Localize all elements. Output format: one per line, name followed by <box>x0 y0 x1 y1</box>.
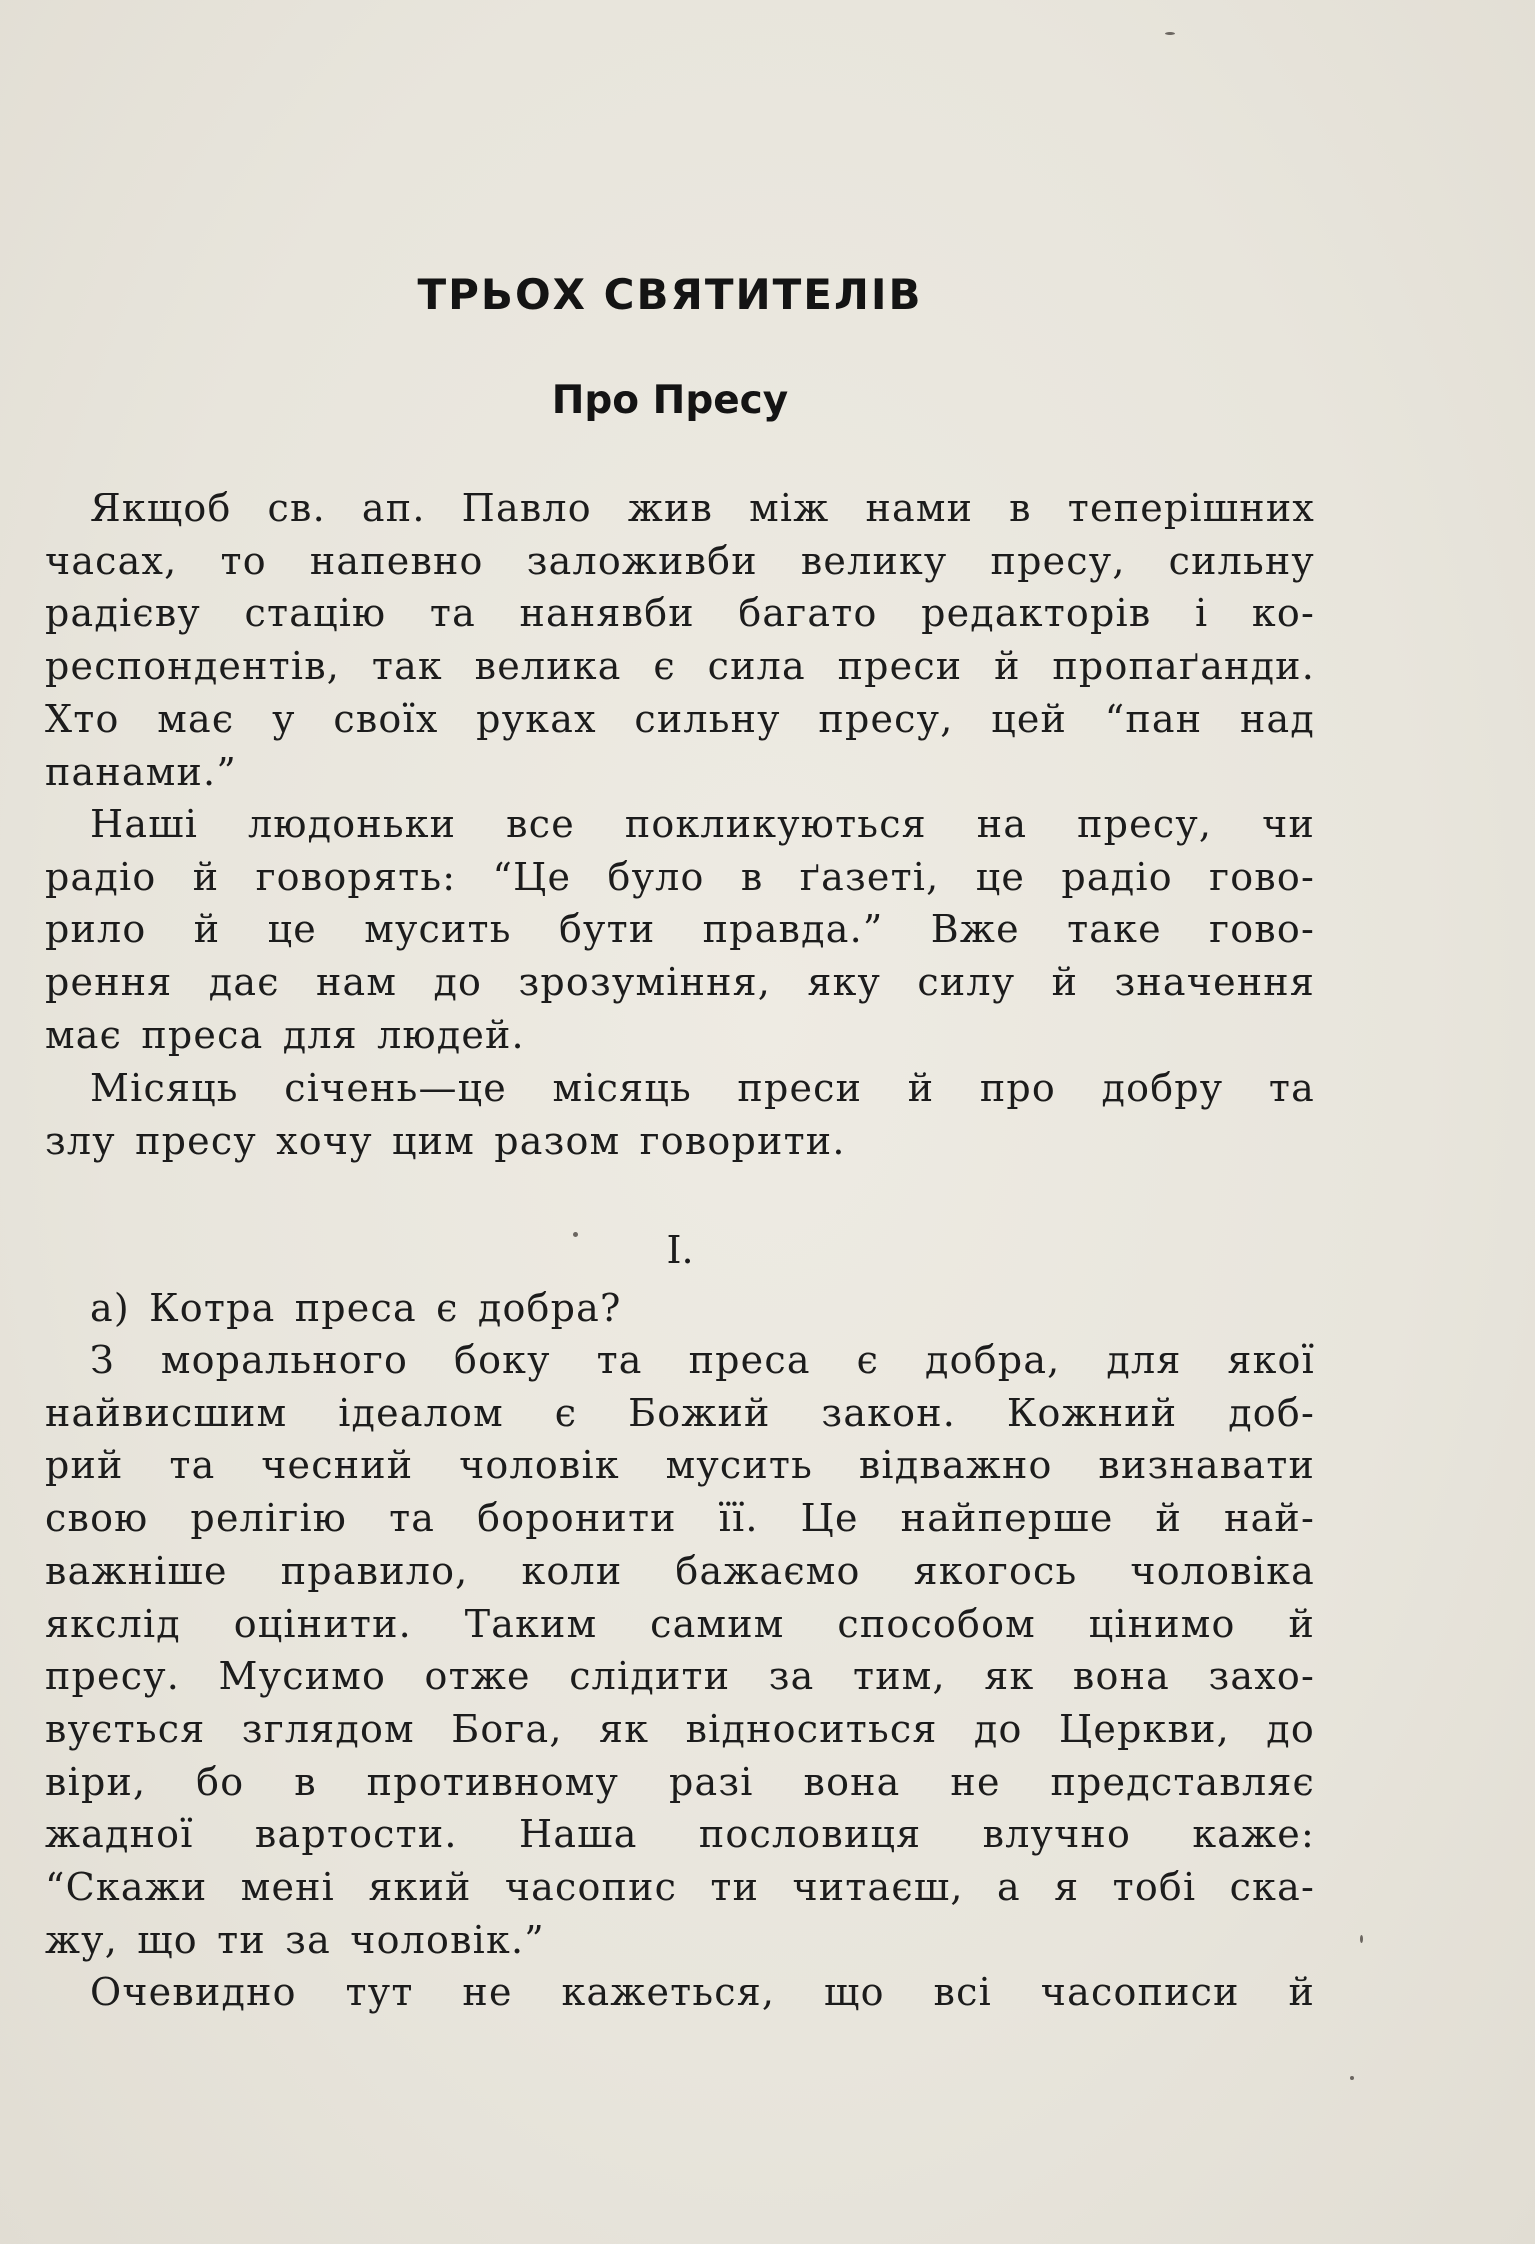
chapter-title: ТРЬОХ СВЯТИТЕЛІВ <box>417 270 923 319</box>
paragraph-line: важніше правило, коли бажаємо якогось чоловіка <box>45 1548 1315 1593</box>
paragraph-line: пресу. Мусимо отже слідити за тим, як вона захо- <box>45 1654 1315 1699</box>
question-heading <box>45 1282 1315 1335</box>
paper-speck <box>573 1232 578 1237</box>
paragraph-5 <box>45 1334 1315 1966</box>
paragraph-line: Наші людоньки все покликуються на пресу, чи <box>90 802 1315 846</box>
paragraph-line: а) Котра преса є добра? <box>90 1286 622 1330</box>
paragraph-line: панами.” <box>45 749 237 794</box>
paragraph-line: має преса для людей. <box>45 1012 525 1057</box>
paragraph-line: рий та чесний чоловік мусить відважно визнавати <box>45 1443 1315 1488</box>
paragraph-line: “Скажи мені який часопис ти читаєш, а я тобі ска- <box>45 1865 1315 1910</box>
paragraph-line: З морального боку та преса є добра, для якої <box>90 1338 1315 1382</box>
paragraph-line: вується зглядом Бога, як відноситься до Церкви, до <box>45 1706 1315 1751</box>
paragraph-line: Хто має у своїх руках сильну пресу, цей “пан над <box>45 696 1315 741</box>
paragraph-1 <box>45 482 1315 798</box>
paragraph-line: часах, то напевно заложивби велику пресу, сильну <box>45 538 1315 583</box>
paragraph-line: жу, що ти за чоловік.” <box>45 1917 545 1962</box>
paragraph-line: злу пресу хочу цим разом говорити. <box>45 1118 846 1163</box>
paper-speck <box>1350 2076 1354 2080</box>
paragraph-3 <box>45 1062 1315 1167</box>
paragraph-line: жадної вартости. Наша пословиця влучно каже: <box>45 1812 1315 1857</box>
paper-speck <box>1165 32 1175 35</box>
paragraph-line: Очевидно тут не кажеться, що всі часописи й <box>90 1970 1315 2014</box>
paragraph-line: рило й це мусить бути правда.” Вже таке гово- <box>45 907 1315 952</box>
paragraph-line: Місяць січень—це місяць преси й про добру та <box>90 1066 1315 1110</box>
paragraph-line: віри, бо в противному разі вона не представляє <box>45 1759 1315 1804</box>
paragraph-line: найвисшим ідеалом є Божий закон. Кожний доб- <box>45 1390 1315 1435</box>
paragraph-2 <box>45 798 1315 1062</box>
paragraph-line: свою релігію та боронити її. Це найперше й най- <box>45 1496 1315 1541</box>
paragraph-line: радієву стацію та нанявби багато редакторів і ко- <box>45 591 1315 636</box>
paragraph-line: якслід оцінити. Таким самим способом цінимо й <box>45 1601 1315 1646</box>
section-number: I. <box>666 1228 694 1272</box>
paragraph-6 <box>45 1966 1315 2019</box>
paragraph-line: рення дає нам до зрозуміння, яку силу й значення <box>45 960 1315 1005</box>
chapter-subtitle: Про Пресу <box>551 378 789 423</box>
paper-speck <box>1360 1935 1363 1943</box>
paragraph-line: Якщоб св. ап. Павло жив між нами в теперішних <box>90 486 1315 530</box>
paragraph-line: респондентів, так велика є сила преси й пропаґанди. <box>45 644 1315 689</box>
paragraph-line: радіо й говорять: “Це було в ґазеті, це радіо гово- <box>45 854 1315 899</box>
